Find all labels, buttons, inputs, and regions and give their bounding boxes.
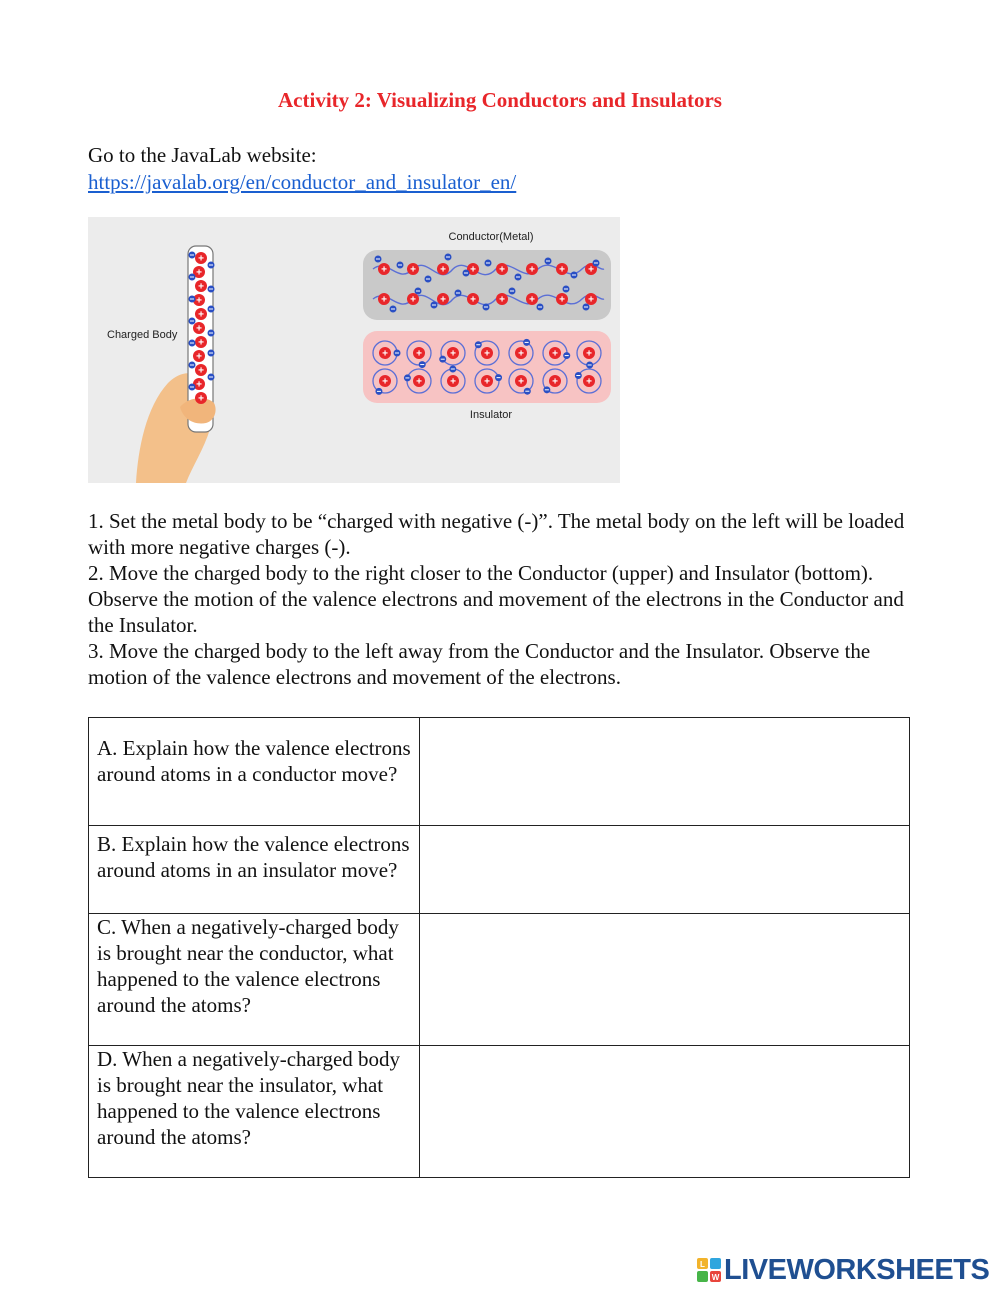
- proton-sign: +: [588, 264, 594, 276]
- proton-sign: +: [198, 365, 204, 377]
- question-c: C. When a negatively-charged body is brought near the conductor, what happened to the valence electrons around the atoms?: [89, 914, 420, 1046]
- question-b: B. Explain how the valence electrons around atoms in an insulator move?: [89, 826, 420, 914]
- activity-title: Activity 2: Visualizing Conductors and Insulators: [278, 88, 722, 112]
- proton-sign: +: [499, 294, 505, 306]
- step-1: 1. Set the metal body to be “charged with negative (-)”. The metal body on the left will be loaded with more negative charges (-).: [88, 509, 905, 559]
- proton-sign: +: [196, 295, 202, 307]
- proton-sign: +: [196, 379, 202, 391]
- conductor-insulator-figure: [88, 217, 620, 483]
- proton-sign: +: [470, 264, 476, 276]
- step-2: 2. Move the charged body to the right closer to the Conductor (upper) and Insulator (bottom). Observe the motion of the valence electrons and movement of the electrons in the Conductor and the Insulator.: [88, 561, 904, 637]
- proton-sign: +: [382, 348, 388, 360]
- charged-body-label: Charged Body: [107, 329, 178, 341]
- proton-sign: +: [410, 294, 416, 306]
- logo-text: LIVEWORKSHEETS: [724, 1253, 990, 1286]
- table-row: [89, 826, 910, 914]
- proton-sign: +: [381, 264, 387, 276]
- figure-svg: [88, 217, 620, 483]
- proton-sign: +: [586, 376, 592, 388]
- proton-sign: +: [198, 309, 204, 321]
- proton-sign: +: [529, 294, 535, 306]
- proton-sign: +: [588, 294, 594, 306]
- proton-sign: +: [586, 348, 592, 360]
- proton-sign: +: [416, 376, 422, 388]
- proton-sign: +: [440, 294, 446, 306]
- proton-sign: +: [470, 294, 476, 306]
- proton-sign: +: [484, 376, 490, 388]
- conductor-label: Conductor(Metal): [448, 231, 534, 243]
- liveworksheets-logo: [697, 1254, 989, 1286]
- intro-text: Go to the JavaLab website:: [88, 143, 317, 167]
- proton-sign: +: [559, 264, 565, 276]
- step-3: 3. Move the charged body to the left away from the Conductor and the Insulator. Observe the motion of the valence electrons and movement of the electrons.: [88, 639, 871, 689]
- proton-sign: +: [559, 294, 565, 306]
- proton-sign: +: [416, 348, 422, 360]
- proton-sign: +: [552, 348, 558, 360]
- proton-sign: +: [552, 376, 558, 388]
- answer-c-field[interactable]: [420, 914, 910, 1046]
- proton-sign: +: [410, 264, 416, 276]
- proton-sign: +: [382, 376, 388, 388]
- question-a: A. Explain how the valence electrons around atoms in a conductor move?: [89, 718, 420, 826]
- svg-text:L: L: [700, 1260, 705, 1269]
- proton-sign: +: [440, 264, 446, 276]
- proton-sign: +: [499, 264, 505, 276]
- proton-sign: +: [198, 337, 204, 349]
- answer-d-field[interactable]: [420, 1046, 910, 1178]
- question-table: [88, 717, 910, 1178]
- table-row: [89, 1046, 910, 1178]
- answer-a-field[interactable]: [420, 718, 910, 826]
- javalab-link[interactable]: https://javalab.org/en/conductor_and_insulator_en/: [88, 170, 517, 194]
- question-d: D. When a negatively-charged body is brought near the insulator, what happened to the valence electrons around the atoms?: [89, 1046, 420, 1178]
- insulator-label: Insulator: [469, 409, 513, 421]
- insulator-slab: [363, 331, 611, 403]
- proton-sign: +: [518, 376, 524, 388]
- table-row: [89, 718, 910, 826]
- answer-b-field[interactable]: [420, 826, 910, 914]
- proton-sign: +: [196, 323, 202, 335]
- table-row: [89, 914, 910, 1046]
- proton-sign: +: [196, 267, 202, 279]
- proton-sign: +: [198, 253, 204, 265]
- proton-sign: +: [484, 348, 490, 360]
- liveworksheets-icon: [697, 1258, 721, 1282]
- instruction-steps: [88, 508, 918, 690]
- intro: [88, 142, 516, 196]
- proton-sign: +: [450, 348, 456, 360]
- proton-sign: +: [196, 351, 202, 363]
- svg-text:W: W: [711, 1273, 720, 1282]
- proton-sign: +: [450, 376, 456, 388]
- proton-sign: +: [381, 294, 387, 306]
- proton-sign: +: [198, 281, 204, 293]
- proton-sign: +: [518, 348, 524, 360]
- proton-sign: +: [198, 393, 204, 405]
- proton-sign: +: [529, 264, 535, 276]
